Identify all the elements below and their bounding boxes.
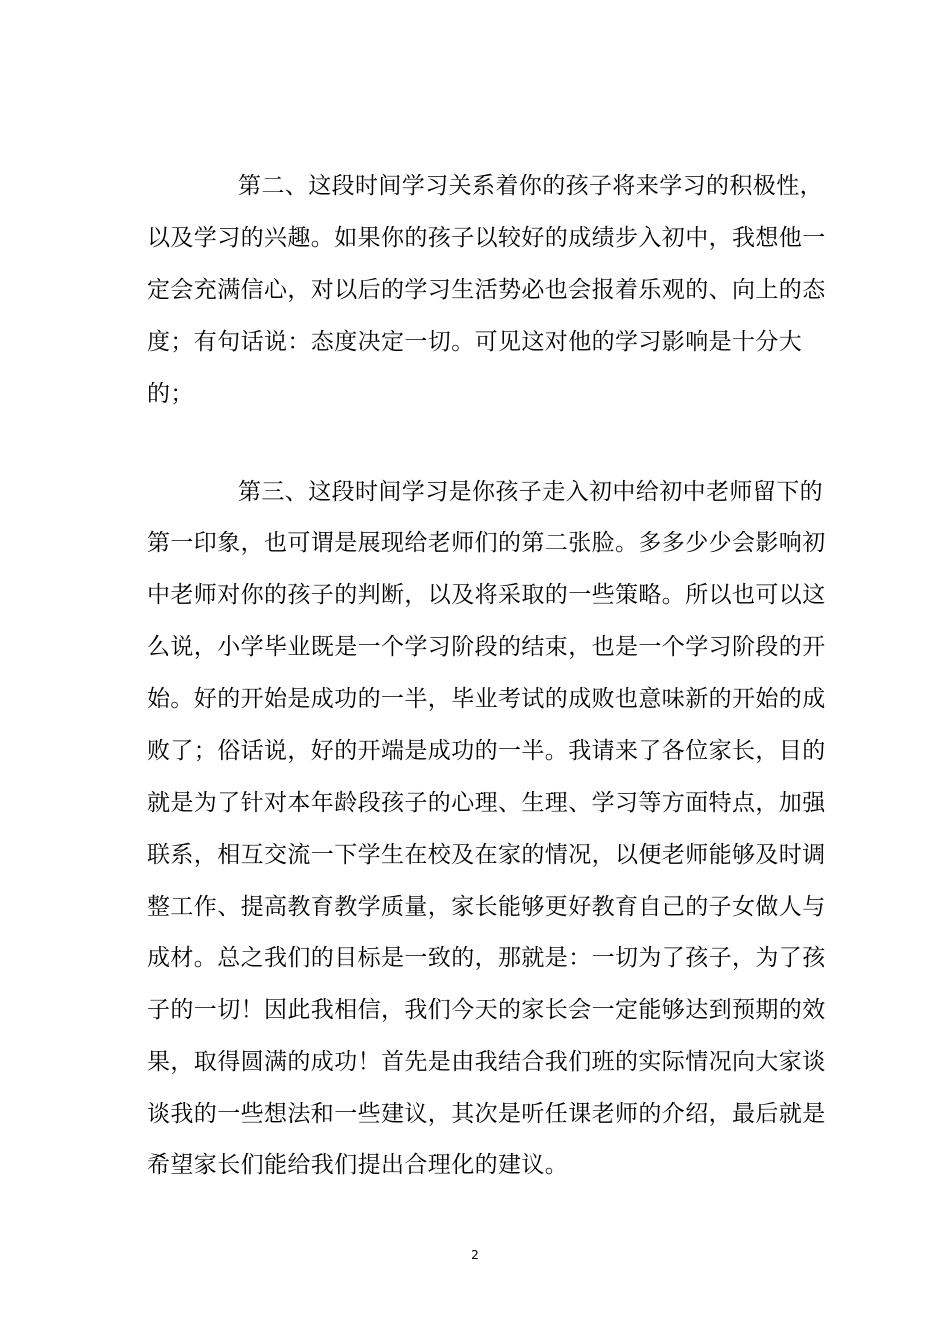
paragraph-line: 第二、这段时间学习关系着你的孩子将来学习的积极性， [238,173,823,199]
paragraph-line: 整工作、提高教育教学质量，家长能够更好教育自己的子女做人与 [147,894,826,920]
paragraph-line: 定会充满信心，对以后的学习生活势必也会报着乐观的、向上的态 [147,277,826,303]
paragraph-line: 希望家长们能给我们提出合理化的建议。 [147,1152,569,1178]
paragraph-line: 的； [147,381,194,407]
paragraph-line: 联系，相互交流一下学生在校及在家的情况，以便老师能够及时调 [147,842,826,868]
paragraph-line: 以及学习的兴趣。如果你的孩子以较好的成绩步入初中，我想他一 [147,225,826,251]
paragraph-line: 第一印象，也可谓是展现给老师们的第二张脸。多多少少会影响初 [147,530,826,556]
paragraph-line: 败了；俗话说，好的开端是成功的一半。我请来了各位家长，目的 [147,738,826,764]
paragraph-line: 子的一切！因此我相信，我们今天的家长会一定能够达到预期的效 [147,997,826,1023]
paragraph-line: 谈我的一些想法和一些建议，其次是听任课老师的介绍，最后就是 [147,1101,826,1127]
paragraph-line: 始。好的开始是成功的一半，毕业考试的成败也意味新的开始的成 [147,686,826,712]
paragraph-line: 中老师对你的孩子的判断，以及将采取的一些策略。所以也可以这 [147,582,826,608]
paragraph-line: 度；有句话说：态度决定一切。可见这对他的学习影响是十分大 [147,329,803,355]
paragraph-line: 成材。总之我们的目标是一致的，那就是：一切为了孩子，为了孩 [147,945,826,971]
paragraph-line: 么说，小学毕业既是一个学习阶段的结束，也是一个学习阶段的开 [147,634,826,660]
paragraph-line: 就是为了针对本年龄段孩子的心理、生理、学习等方面特点，加强 [147,790,826,816]
paragraph-line: 第三、这段时间学习是你孩子走入初中给初中老师留下的 [238,479,823,505]
paragraph-line: 果，取得圆满的成功！首先是由我结合我们班的实际情况向大家谈 [147,1049,826,1075]
page-number: 2 [471,1248,479,1262]
